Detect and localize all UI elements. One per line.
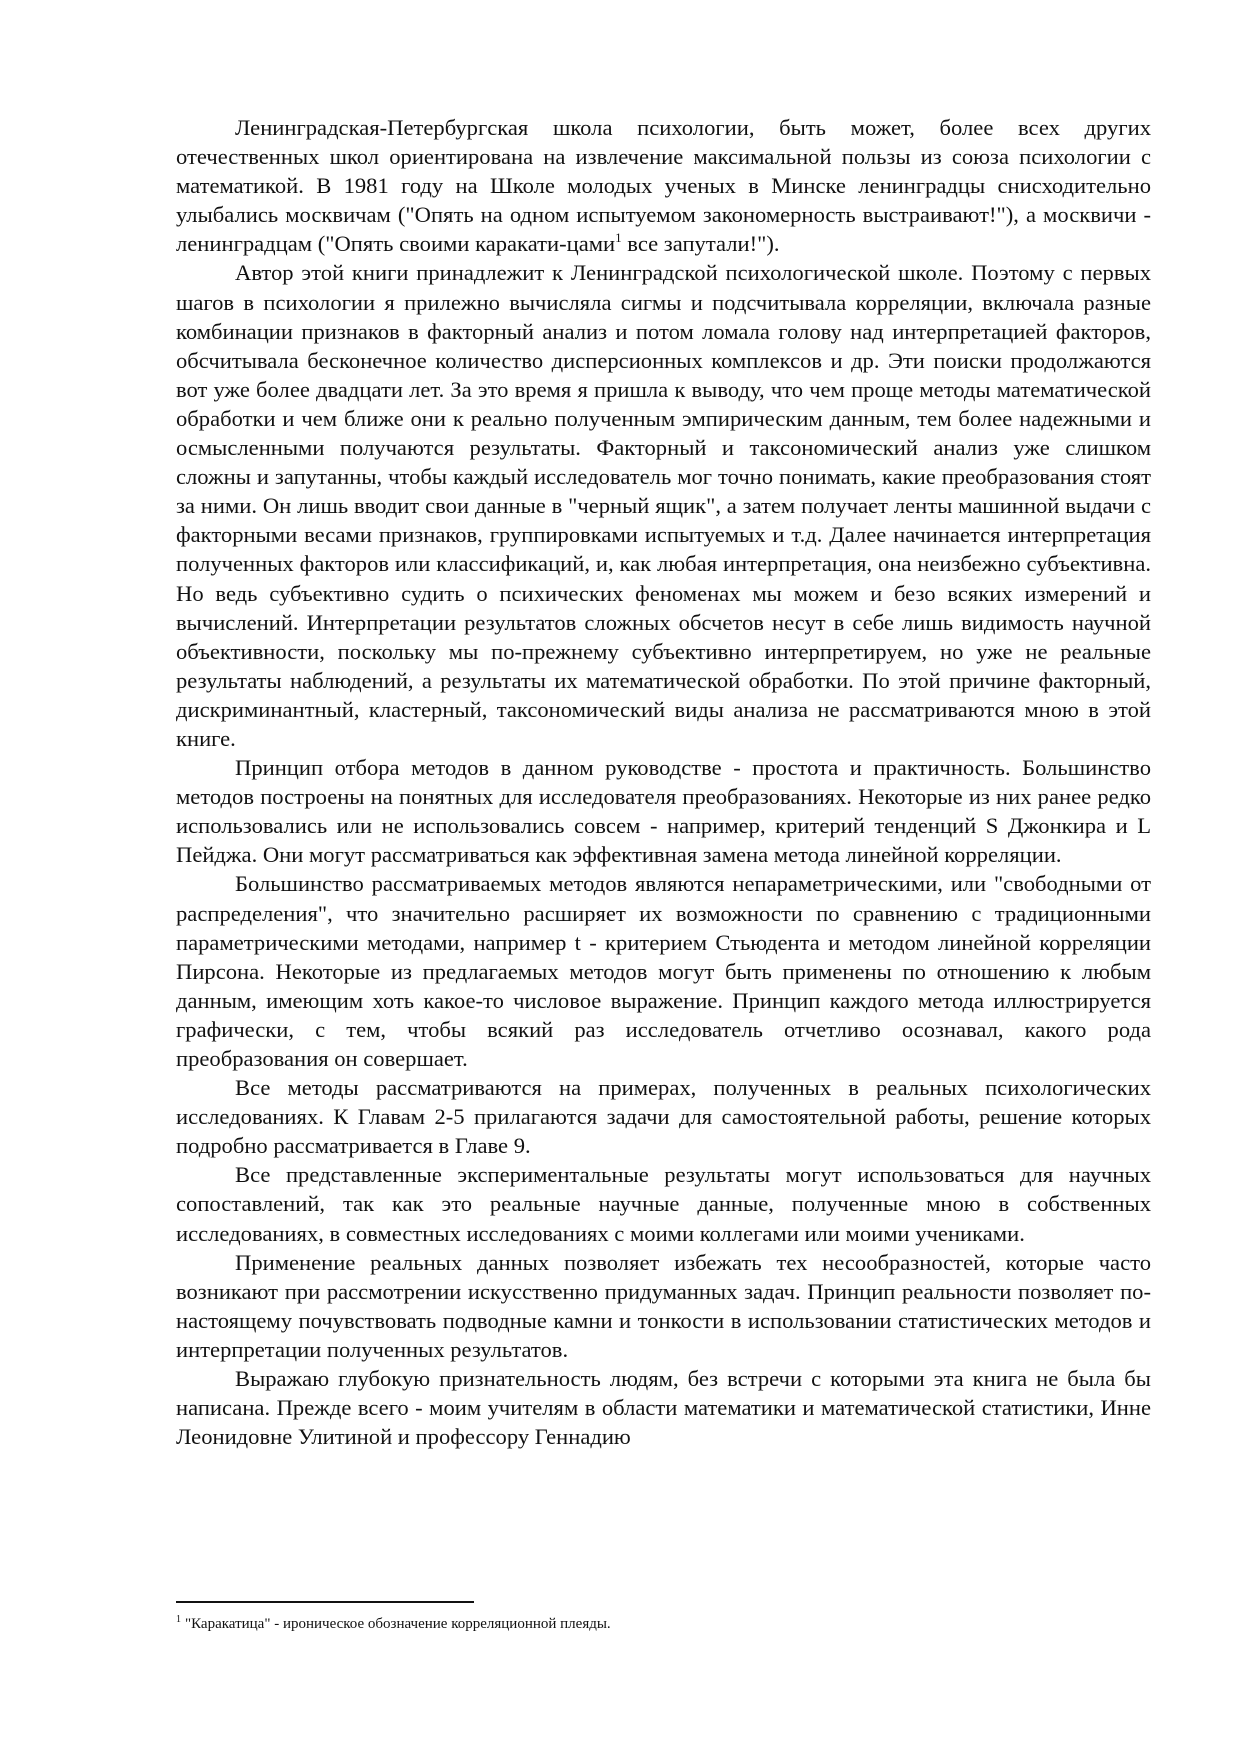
paragraph-7: Применение реальных данных позволяет избежать тех несообразностей, которые часто возникают при рассмотрении искусственно придуманных задач. Принцип реальности позволяет по-настоящему почувствовать подводные камни и тонкости в использовании статистических методов и интерпретации полученных результатов. (176, 1249, 1151, 1362)
document-body (176, 113, 1151, 1451)
paragraph-1 (176, 113, 1151, 258)
paragraph-2: Автор этой книги принадлежит к Ленинградской психологической школе. Поэтому с первых шагов в психологии я прилежно вычисляла сигмы и подсчитывала корреляции, включала разные комбинации признаков в факторный анализ и потом ломала голову над интерпретацией факторов, обсчитывала бесконечное количество дисперсионных комплексов и др. Эти поиски продолжаются вот уже более двадцати лет. За это время я пришла к выводу, что чем проще методы математической обработки и чем ближе они к реально полученным эмпирическим данным, тем более надежными и осмысленными получаются результаты. Факторный и таксономический анализ уже слишком сложны и запутанны, чтобы каждый исследователь мог точно понимать, какие преобразования стоят за ними. Он лишь вводит свои данные в "черный ящик", а затем получает ленты машинной выдачи с факторными весами признаков, группировками испытуемых и т.д. Далее начинается интерпретация полученных факторов или классификаций, и, как любая интерпретация, она неизбежно субъективна. Но ведь субъективно судить о психических феноменах мы можем и безо всяких измерений и вычислений. Интерпретации результатов сложных обсчетов несут в себе лишь видимость научной объективности, поскольку мы по-прежнему субъективно интерпретируем, но уже не реальные результаты наблюдений, а результаты их математической обработки. По этой причине факторный, дискриминантный, кластерный, таксономический виды анализа не рассматриваются мною в этой книге. (176, 260, 1151, 751)
paragraph-text: все запутали!"). (621, 231, 780, 257)
footnote (176, 1614, 1076, 1634)
footnote-separator (176, 1601, 474, 1603)
paragraph-text: Ленинградская-Петербургская школа психологии, быть может, более всех других отечественных школ ориентирована на извлечение максимальной пользы из союза психологии с математикой. В 1981 году на Школе молодых ученых в Минске ленинградцы снисходительно улыбались москвичам ("Опять на одном испытуемом закономерность выстраивают!"), а москвичи - ленинградцам ("Опять своими каракати-цами (176, 115, 1151, 257)
paragraph-8: Выражаю глубокую признательность людям, без встречи с которыми эта книга не была бы написана. Прежде всего - моим учителям в области математики и математической статистики, Инне Леонидовне Улитиной и профессору Геннадию (176, 1366, 1151, 1450)
footnote-reference[interactable]: 1 (615, 230, 622, 246)
paragraph-5: Все методы рассматриваются на примерах, полученных в реальных психологических исследованиях. К Главам 2-5 прилагаются задачи для самостоятельной работы, решение которых подробно рассматривается в Главе 9. (176, 1075, 1151, 1159)
footnote-marker: 1 (176, 1614, 181, 1625)
paragraph-3: Принцип отбора методов в данном руководстве - простота и практичность. Большинство методов построены на понятных для исследователя преобразованиях. Некоторые из них ранее редко использовались или не использовались совсем - например, критерий тенденций S Джонкира и L Пейджа. Они могут рассматриваться как эффективная замена метода линейной корреляции. (176, 755, 1151, 868)
paragraph-6: Все представленные экспериментальные результаты могут использоваться для научных сопоставлений, так как это реальные научные данные, полученные мною в собственных исследованиях, в совместных исследованиях с моими коллегами или моими учениками. (176, 1162, 1151, 1246)
footnote-text: "Каракатица" - ироническое обозначение корреляционной плеяды. (185, 1616, 611, 1632)
paragraph-4: Большинство рассматриваемых методов являются непараметрическими, или "свободными от распределения", что значительно расширяет их возможности по сравнению с традиционными параметрическими методами, например t - критерием Стьюдента и методом линейной корреляции Пирсона. Некоторые из предлагаемых методов могут быть применены по отношению к любым данным, имеющим хоть какое-то числовое выражение. Принцип каждого метода иллюстрируется графически, с тем, чтобы всякий раз исследователь отчетливо осознавал, какого рода преобразования он совершает. (176, 871, 1151, 1071)
